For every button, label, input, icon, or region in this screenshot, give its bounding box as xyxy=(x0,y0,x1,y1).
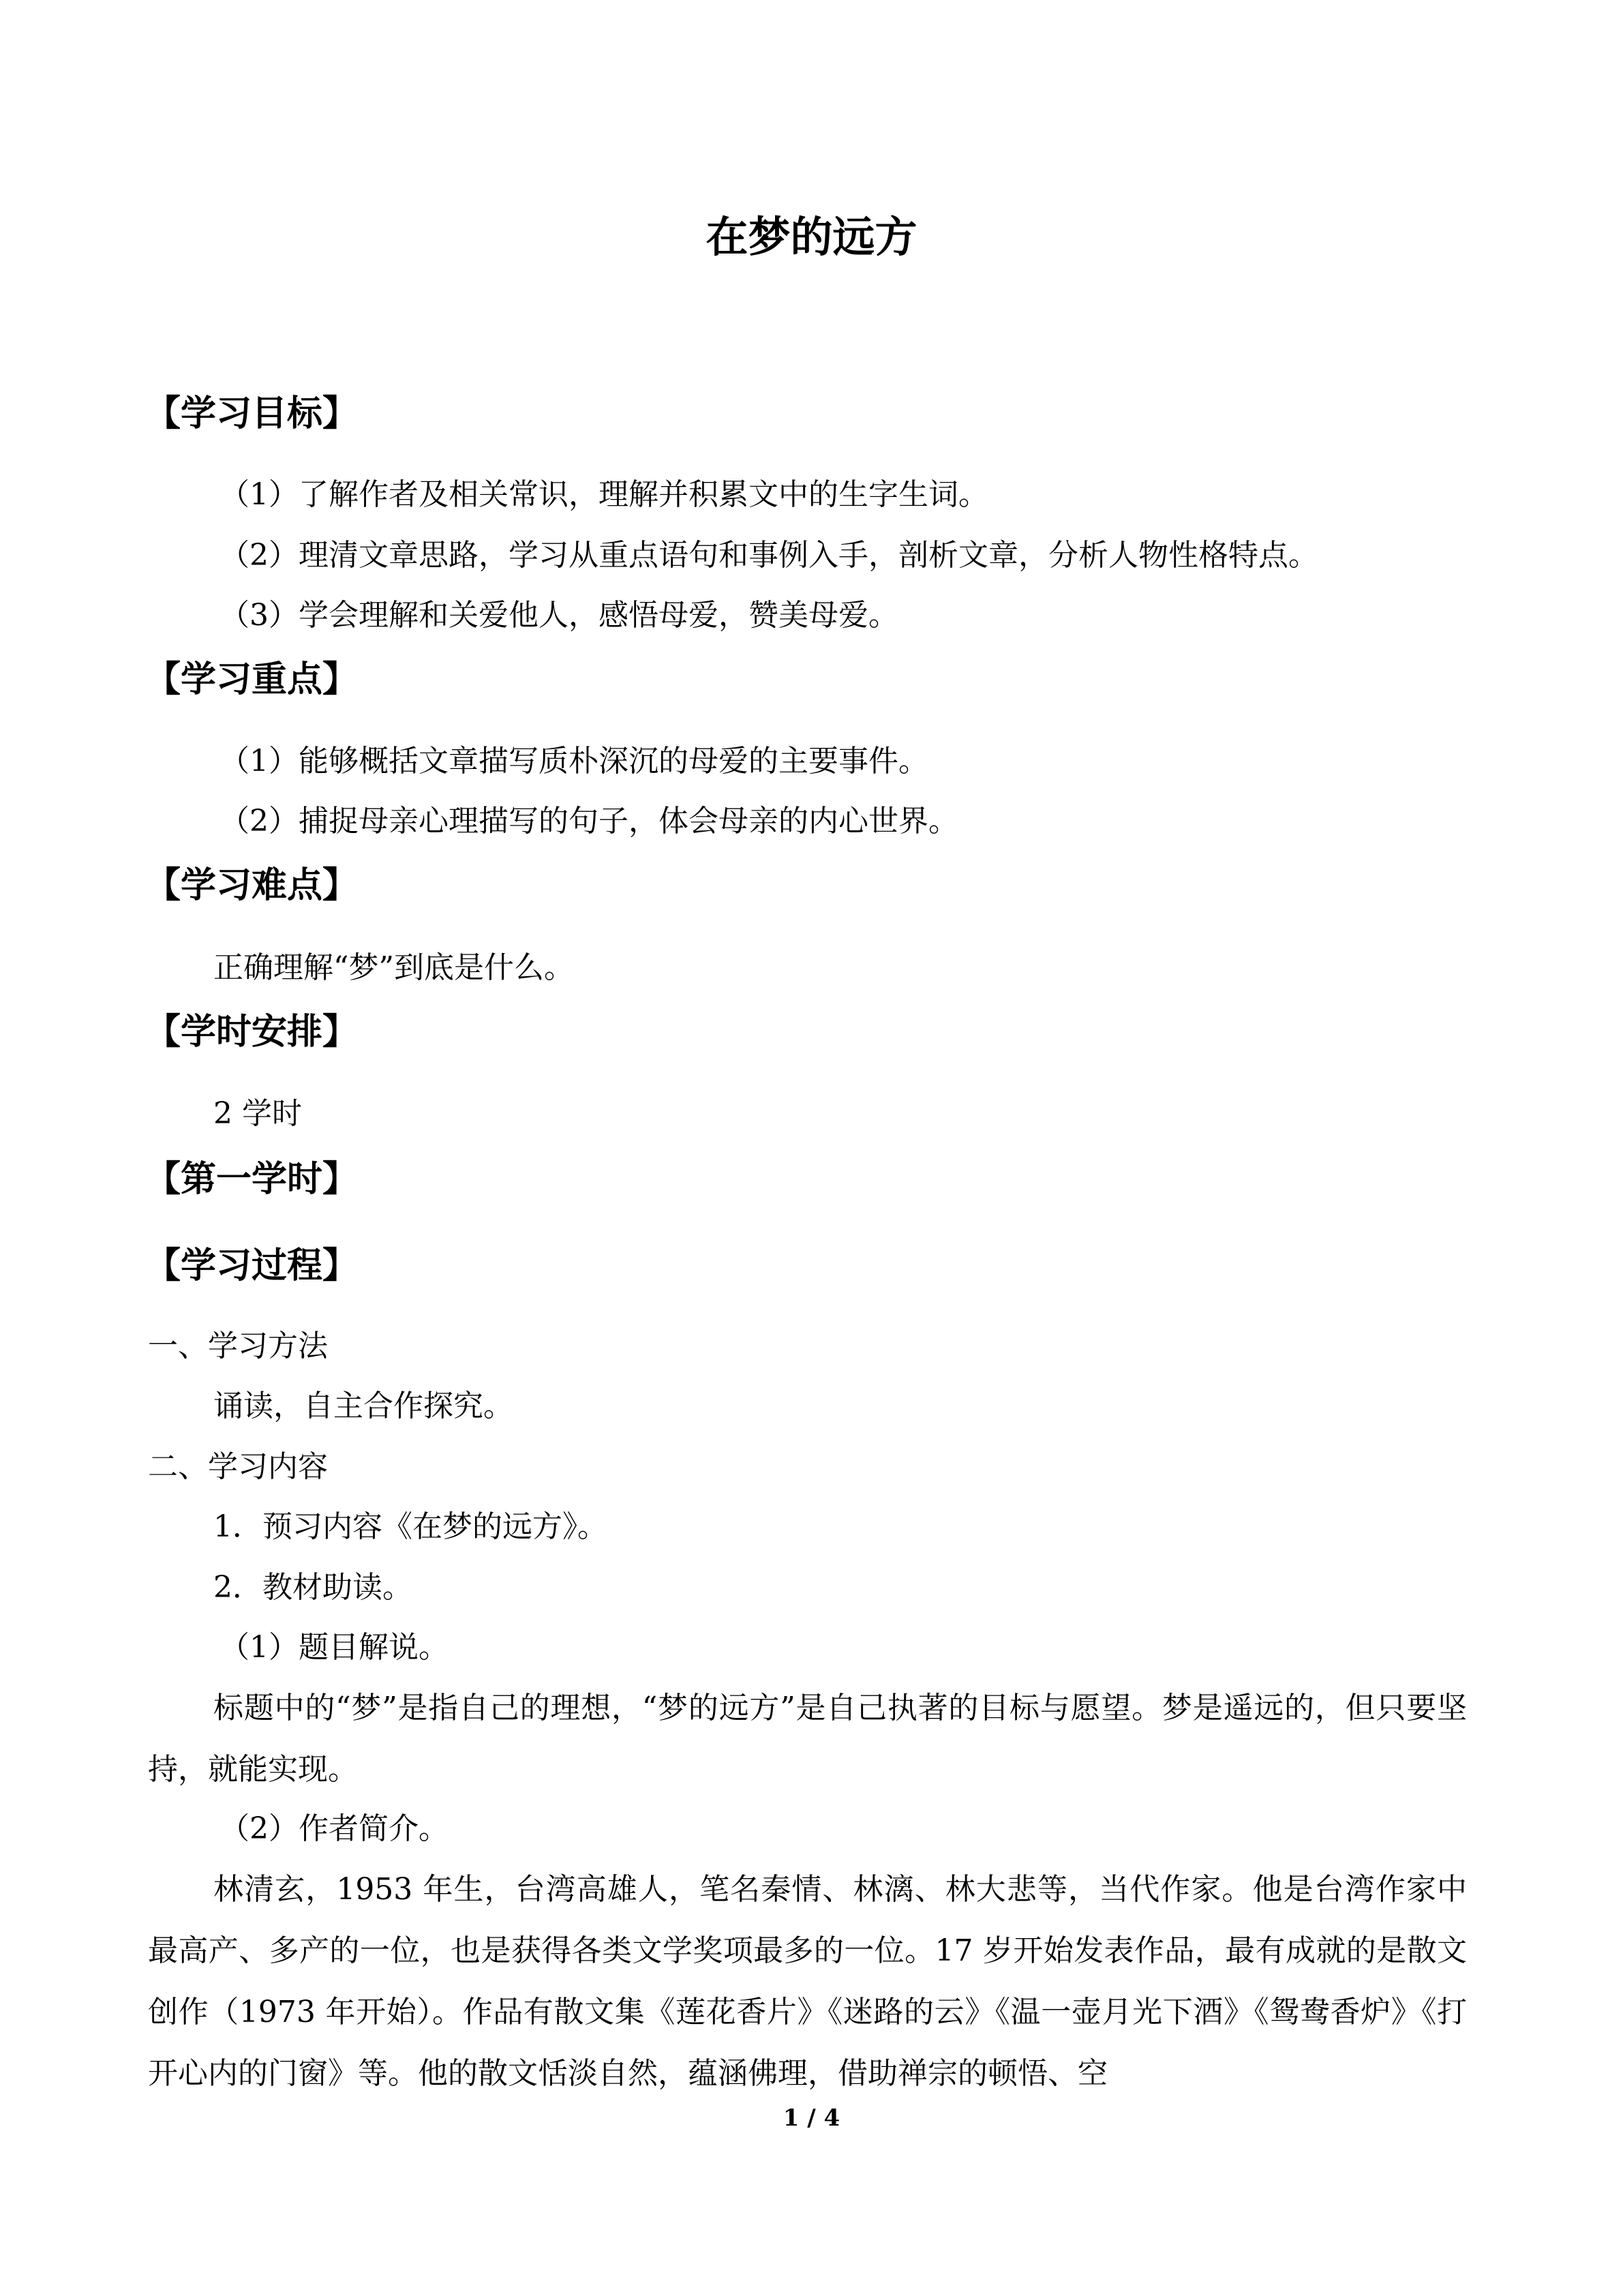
heading-learning-goals: 【学习目标】 xyxy=(145,393,359,434)
heading-schedule: 【学时安排】 xyxy=(145,1011,359,1053)
content-item-2: 2．教材助读。 xyxy=(213,1570,412,1605)
content-item-1: 1．预习内容《在梦的远方》。 xyxy=(213,1509,607,1544)
sub1-title: （1）题目解说。 xyxy=(219,1630,449,1665)
goal-item-1: （1）了解作者及相关常识，理解并积累文中的生字生词。 xyxy=(219,477,988,512)
page-title: 在梦的远方 xyxy=(706,212,917,262)
sub2-paragraph: 林清玄，1953 年生，台湾高雄人，笔名秦情、林漓、林大悲等，当代作家。他是台湾作家中最高产、多产的一位，也是获得各类文学奖项最多的一位。17 岁开始发表作品，最有成就的是散文创作（1973 年开始）。作品有散文集《莲花香片》《迷路的云》《温一壶月光下酒》《鸳鸯香炉》《打开心内的门窗》等。他的散文恬淡自然，蕴涵佛理，借助禅宗的顿悟、空 xyxy=(148,1872,1467,2091)
schedule-text: 2 学时 xyxy=(213,1096,302,1131)
method-title: 一、学习方法 xyxy=(148,1329,328,1363)
key-point-item-2: （2）捕捉母亲心理描写的句子，体会母亲的内心世界。 xyxy=(219,804,958,839)
difficulty-text: 正确理解“梦”到底是什么。 xyxy=(213,950,574,985)
heading-difficulty: 【学习难点】 xyxy=(145,864,359,906)
goal-item-2: （2）理清文章思路，学习从重点语句和事例入手，剖析文章，分析人物性格特点。 xyxy=(219,538,1318,573)
sub1-paragraph: 标题中的“梦”是指自己的理想，“梦的远方”是自己执著的目标与愿望。梦是遥远的，但只要坚持，就能实现。 xyxy=(148,1691,1467,1787)
key-point-item-1: （1）能够概括文章描写质朴深沉的母爱的主要事件。 xyxy=(219,744,928,779)
page-number: 1 / 4 xyxy=(783,2104,840,2132)
heading-first-period: 【第一学时】 xyxy=(145,1158,359,1200)
content-title: 二、学习内容 xyxy=(148,1449,328,1484)
heading-key-points: 【学习重点】 xyxy=(145,659,359,700)
sub2-title: （2）作者简介。 xyxy=(219,1811,449,1846)
heading-process: 【学习过程】 xyxy=(145,1245,359,1286)
goal-item-3: （3）学会理解和关爱他人，感悟母爱，赞美母爱。 xyxy=(219,598,898,633)
method-text: 诵读，自主合作探究。 xyxy=(213,1389,513,1423)
